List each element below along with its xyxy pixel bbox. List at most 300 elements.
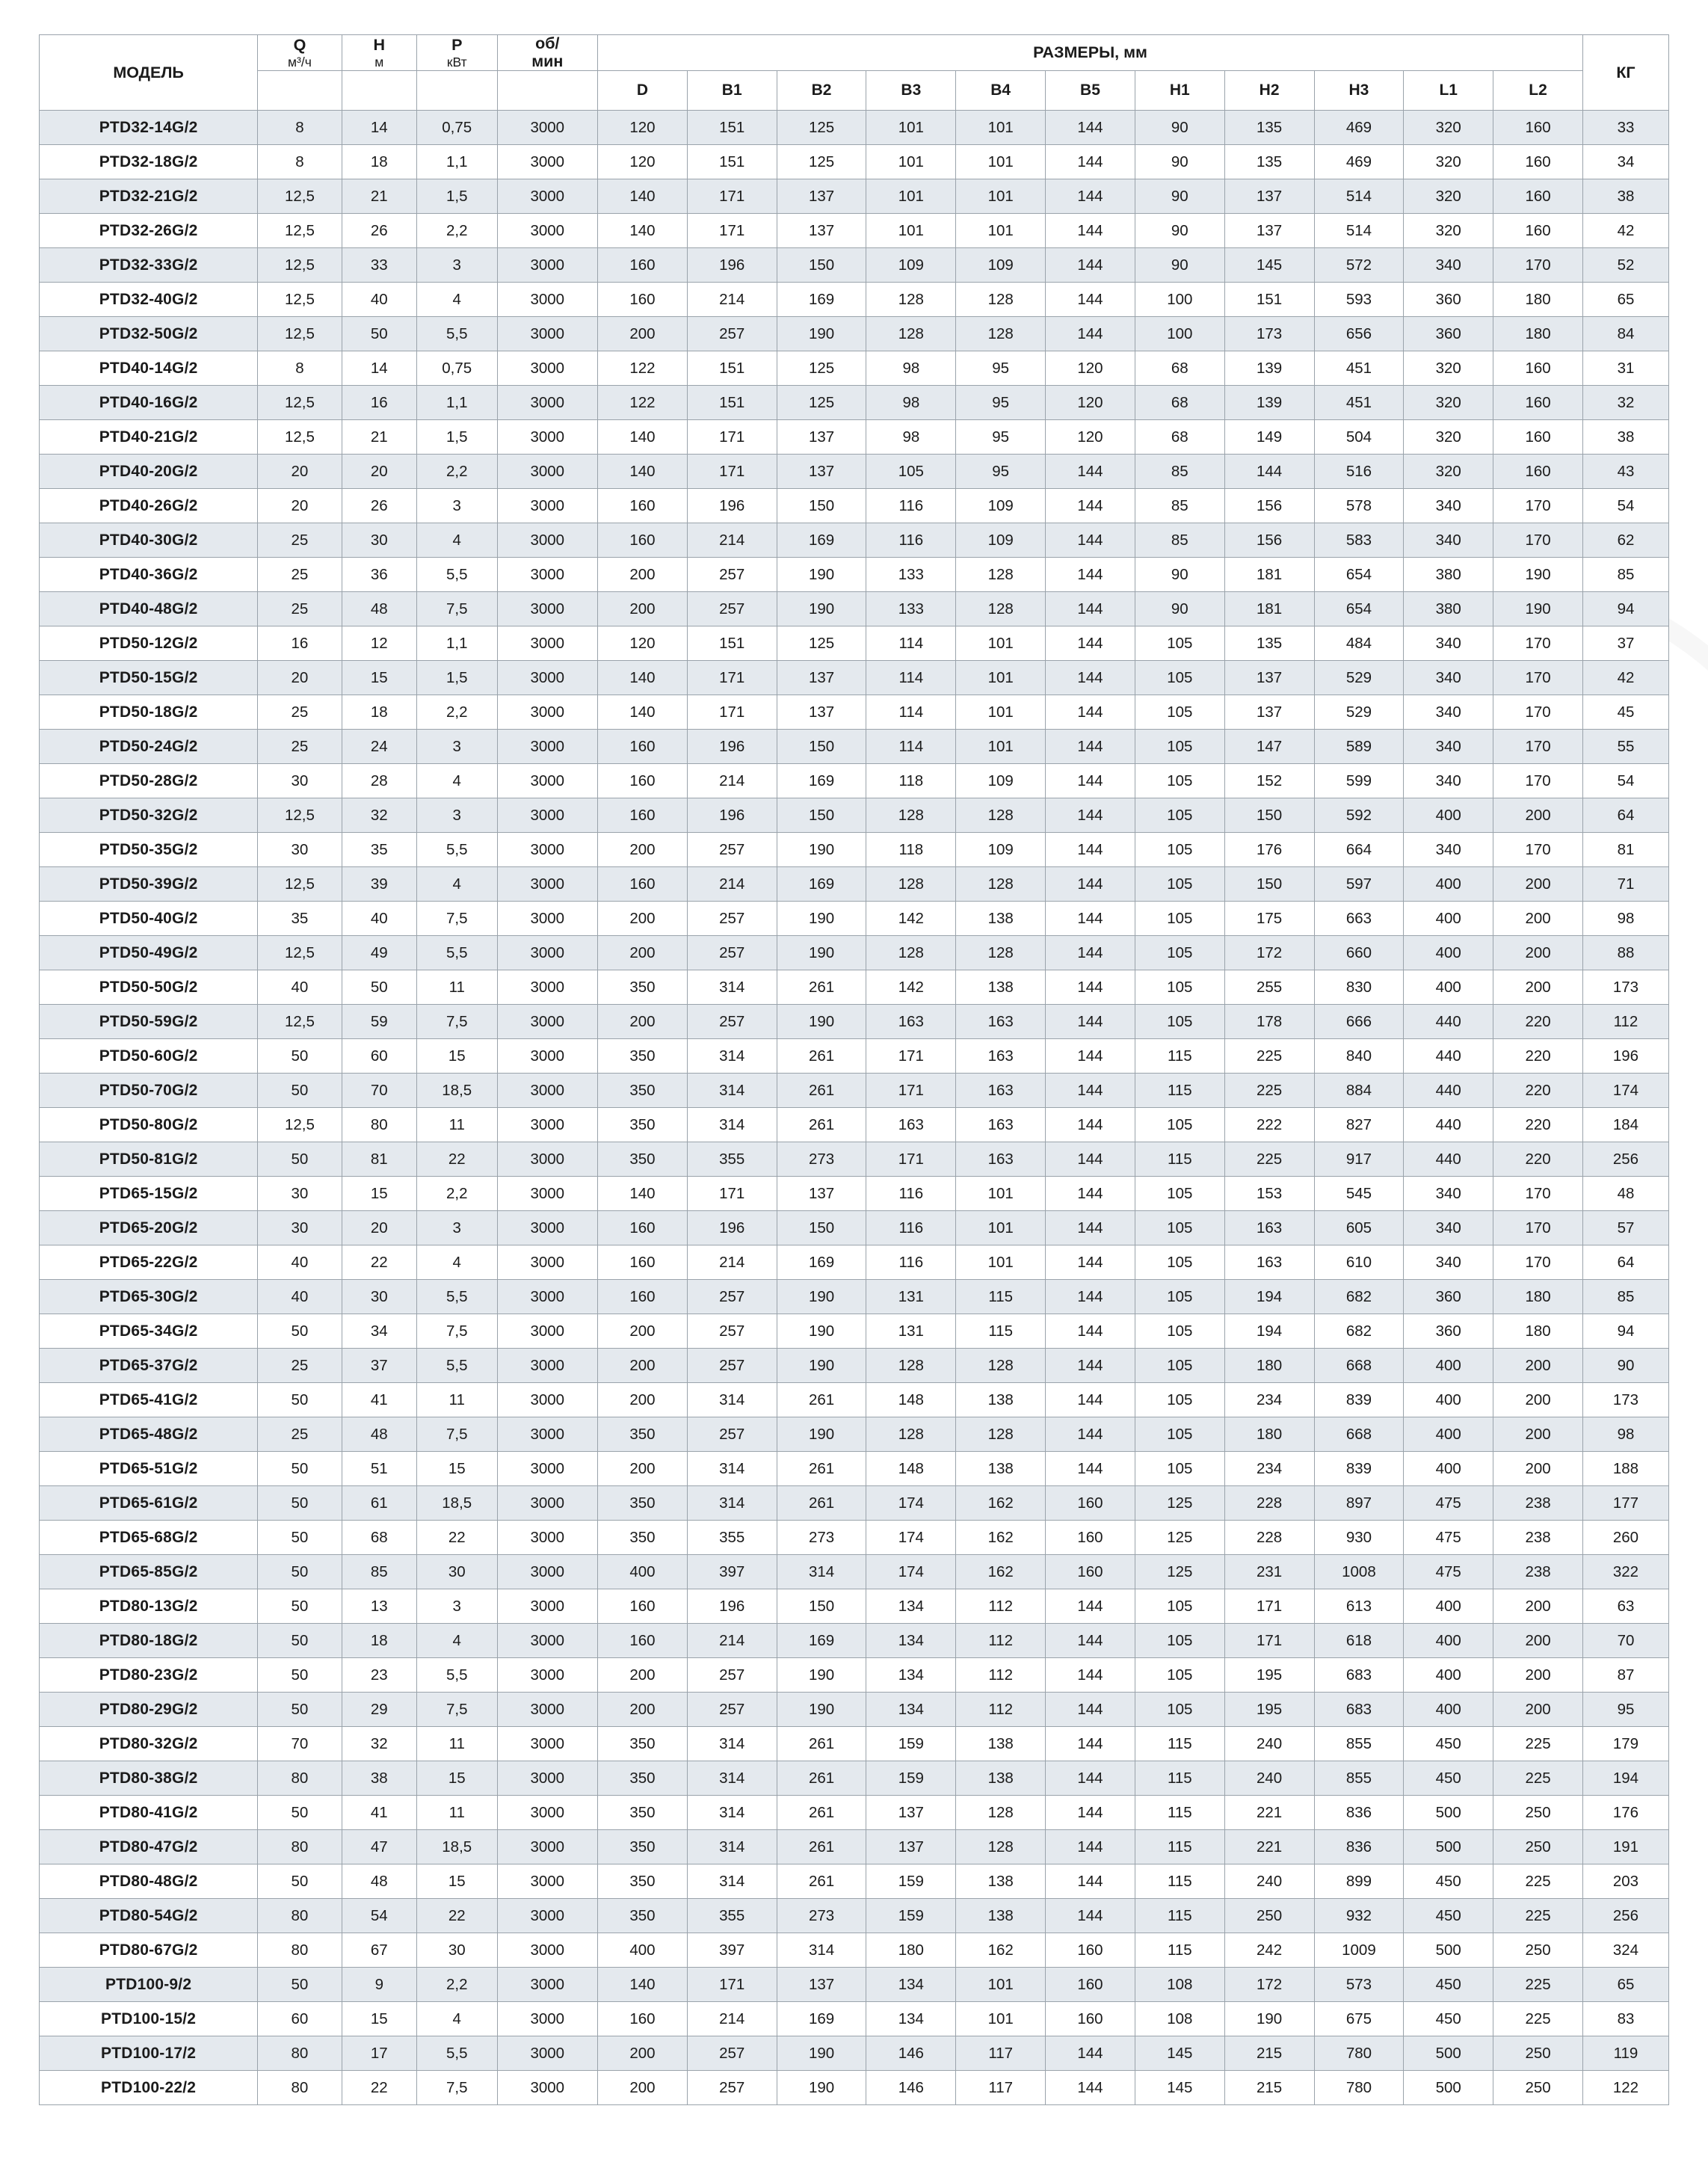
cell-d: 200 xyxy=(598,1349,688,1383)
cell-kg: 34 xyxy=(1582,145,1668,179)
cell-p: 11 xyxy=(416,1727,497,1761)
cell-d: 350 xyxy=(598,1796,688,1830)
cell-q: 80 xyxy=(258,1830,342,1864)
cell-kg: 177 xyxy=(1582,1486,1668,1521)
cell-b5: 144 xyxy=(1046,1005,1135,1039)
cell-d: 140 xyxy=(598,695,688,730)
cell-rpm: 3000 xyxy=(497,1761,597,1796)
cell-h2: 153 xyxy=(1224,1177,1314,1211)
table-row xyxy=(40,764,1669,798)
cell-h1: 115 xyxy=(1135,1074,1224,1108)
cell-b4: 163 xyxy=(956,1142,1046,1177)
cell-b1: 257 xyxy=(687,2071,777,2105)
cell-h3: 592 xyxy=(1314,798,1404,833)
cell-rpm: 3000 xyxy=(497,902,597,936)
cell-rpm: 3000 xyxy=(497,1074,597,1108)
header-dim-b4: B4 xyxy=(956,71,1046,111)
cell-b2: 150 xyxy=(777,730,866,764)
cell-b2: 137 xyxy=(777,179,866,214)
cell-l2: 170 xyxy=(1493,523,1583,558)
cell-b4: 128 xyxy=(956,283,1046,317)
cell-b1: 171 xyxy=(687,661,777,695)
cell-model: PTD50-35G/2 xyxy=(40,833,258,867)
cell-l1: 400 xyxy=(1404,1589,1493,1624)
cell-model: PTD100-17/2 xyxy=(40,2036,258,2071)
cell-q: 50 xyxy=(258,1968,342,2002)
cell-h2: 180 xyxy=(1224,1417,1314,1452)
table-body xyxy=(40,111,1669,2105)
cell-h3: 666 xyxy=(1314,1005,1404,1039)
cell-b2: 190 xyxy=(777,1349,866,1383)
cell-kg: 196 xyxy=(1582,1039,1668,1074)
cell-b1: 196 xyxy=(687,730,777,764)
cell-kg: 64 xyxy=(1582,798,1668,833)
cell-b5: 144 xyxy=(1046,1864,1135,1899)
cell-b4: 95 xyxy=(956,351,1046,386)
cell-b2: 190 xyxy=(777,833,866,867)
cell-l2: 170 xyxy=(1493,661,1583,695)
cell-h1: 115 xyxy=(1135,1830,1224,1864)
cell-rpm: 3000 xyxy=(497,1177,597,1211)
cell-h: 38 xyxy=(342,1761,416,1796)
cell-b5: 144 xyxy=(1046,1074,1135,1108)
cell-d: 160 xyxy=(598,523,688,558)
cell-b1: 257 xyxy=(687,1314,777,1349)
cell-h: 59 xyxy=(342,1005,416,1039)
cell-model: PTD40-48G/2 xyxy=(40,592,258,626)
cell-b3: 171 xyxy=(866,1142,956,1177)
cell-q: 12,5 xyxy=(258,936,342,970)
cell-b5: 160 xyxy=(1046,1968,1135,2002)
cell-h: 34 xyxy=(342,1314,416,1349)
cell-l2: 225 xyxy=(1493,1727,1583,1761)
cell-b4: 138 xyxy=(956,1899,1046,1933)
cell-l2: 170 xyxy=(1493,626,1583,661)
cell-q: 8 xyxy=(258,111,342,145)
cell-b5: 160 xyxy=(1046,1555,1135,1589)
cell-h1: 145 xyxy=(1135,2036,1224,2071)
cell-kg: 45 xyxy=(1582,695,1668,730)
cell-h2: 135 xyxy=(1224,111,1314,145)
cell-l2: 200 xyxy=(1493,902,1583,936)
cell-h: 23 xyxy=(342,1658,416,1693)
cell-b4: 101 xyxy=(956,730,1046,764)
cell-model: PTD50-24G/2 xyxy=(40,730,258,764)
cell-rpm: 3000 xyxy=(497,558,597,592)
cell-p: 4 xyxy=(416,764,497,798)
cell-l2: 170 xyxy=(1493,764,1583,798)
table-row xyxy=(40,1383,1669,1417)
cell-q: 50 xyxy=(258,1796,342,1830)
cell-rpm: 3000 xyxy=(497,1589,597,1624)
cell-h1: 105 xyxy=(1135,1383,1224,1417)
cell-h: 12 xyxy=(342,626,416,661)
cell-h1: 115 xyxy=(1135,1727,1224,1761)
cell-b3: 159 xyxy=(866,1864,956,1899)
header-q-symbol: Q xyxy=(293,36,306,55)
cell-d: 160 xyxy=(598,248,688,283)
cell-model: PTD40-16G/2 xyxy=(40,386,258,420)
cell-h: 33 xyxy=(342,248,416,283)
cell-l1: 400 xyxy=(1404,867,1493,902)
cell-l1: 475 xyxy=(1404,1555,1493,1589)
cell-h3: 780 xyxy=(1314,2071,1404,2105)
cell-kg: 42 xyxy=(1582,214,1668,248)
cell-h2: 145 xyxy=(1224,248,1314,283)
cell-d: 120 xyxy=(598,145,688,179)
cell-rpm: 3000 xyxy=(497,145,597,179)
cell-h: 16 xyxy=(342,386,416,420)
cell-b3: 109 xyxy=(866,248,956,283)
cell-b2: 190 xyxy=(777,1280,866,1314)
table-row xyxy=(40,1624,1669,1658)
cell-l2: 220 xyxy=(1493,1108,1583,1142)
cell-h2: 215 xyxy=(1224,2036,1314,2071)
cell-b5: 144 xyxy=(1046,1417,1135,1452)
header-dim-d: D xyxy=(598,71,688,111)
cell-h: 14 xyxy=(342,111,416,145)
cell-l1: 320 xyxy=(1404,145,1493,179)
cell-p: 1,5 xyxy=(416,661,497,695)
cell-h: 70 xyxy=(342,1074,416,1108)
cell-h2: 176 xyxy=(1224,833,1314,867)
cell-b5: 144 xyxy=(1046,317,1135,351)
cell-b4: 128 xyxy=(956,1349,1046,1383)
cell-b4: 117 xyxy=(956,2071,1046,2105)
cell-l1: 400 xyxy=(1404,1417,1493,1452)
cell-b5: 144 xyxy=(1046,489,1135,523)
table-row xyxy=(40,902,1669,936)
cell-p: 15 xyxy=(416,1039,497,1074)
cell-h2: 181 xyxy=(1224,558,1314,592)
cell-b4: 138 xyxy=(956,1452,1046,1486)
header-rpm-sub xyxy=(497,71,597,111)
header-p-sub xyxy=(416,71,497,111)
cell-h3: 932 xyxy=(1314,1899,1404,1933)
cell-p: 5,5 xyxy=(416,317,497,351)
cell-h2: 180 xyxy=(1224,1349,1314,1383)
cell-model: PTD50-60G/2 xyxy=(40,1039,258,1074)
cell-l2: 190 xyxy=(1493,592,1583,626)
cell-l1: 500 xyxy=(1404,2036,1493,2071)
cell-b3: 174 xyxy=(866,1521,956,1555)
table-row xyxy=(40,1521,1669,1555)
cell-kg: 38 xyxy=(1582,420,1668,455)
cell-b5: 120 xyxy=(1046,420,1135,455)
cell-l1: 400 xyxy=(1404,936,1493,970)
cell-p: 15 xyxy=(416,1452,497,1486)
cell-b1: 214 xyxy=(687,2002,777,2036)
header-p xyxy=(416,35,497,71)
cell-q: 50 xyxy=(258,1658,342,1693)
cell-d: 160 xyxy=(598,867,688,902)
table-row xyxy=(40,1452,1669,1486)
cell-q: 50 xyxy=(258,1693,342,1727)
cell-b4: 115 xyxy=(956,1314,1046,1349)
cell-l2: 225 xyxy=(1493,1761,1583,1796)
cell-b3: 98 xyxy=(866,386,956,420)
cell-h2: 225 xyxy=(1224,1142,1314,1177)
table-row xyxy=(40,1349,1669,1383)
cell-h1: 90 xyxy=(1135,214,1224,248)
cell-d: 350 xyxy=(598,1830,688,1864)
cell-b3: 116 xyxy=(866,489,956,523)
table-row xyxy=(40,1830,1669,1864)
cell-kg: 98 xyxy=(1582,1417,1668,1452)
cell-h2: 225 xyxy=(1224,1039,1314,1074)
cell-p: 5,5 xyxy=(416,1658,497,1693)
cell-h1: 115 xyxy=(1135,1761,1224,1796)
cell-p: 0,75 xyxy=(416,351,497,386)
cell-h3: 1008 xyxy=(1314,1555,1404,1589)
cell-h1: 125 xyxy=(1135,1555,1224,1589)
cell-b5: 144 xyxy=(1046,592,1135,626)
cell-l1: 500 xyxy=(1404,1830,1493,1864)
cell-l2: 200 xyxy=(1493,1589,1583,1624)
cell-h: 32 xyxy=(342,1727,416,1761)
cell-l2: 200 xyxy=(1493,1452,1583,1486)
cell-kg: 85 xyxy=(1582,558,1668,592)
cell-q: 40 xyxy=(258,970,342,1005)
cell-b2: 190 xyxy=(777,2071,866,2105)
cell-b3: 101 xyxy=(866,111,956,145)
cell-p: 2,2 xyxy=(416,214,497,248)
cell-h1: 105 xyxy=(1135,1280,1224,1314)
cell-h1: 108 xyxy=(1135,1968,1224,2002)
cell-h: 40 xyxy=(342,902,416,936)
cell-b4: 138 xyxy=(956,970,1046,1005)
cell-h: 50 xyxy=(342,970,416,1005)
cell-l1: 500 xyxy=(1404,1933,1493,1968)
cell-b5: 144 xyxy=(1046,248,1135,283)
cell-model: PTD65-48G/2 xyxy=(40,1417,258,1452)
cell-l2: 200 xyxy=(1493,1658,1583,1693)
cell-h2: 137 xyxy=(1224,661,1314,695)
cell-q: 12,5 xyxy=(258,420,342,455)
cell-h2: 139 xyxy=(1224,386,1314,420)
cell-l2: 170 xyxy=(1493,695,1583,730)
cell-b3: 171 xyxy=(866,1039,956,1074)
cell-p: 1,1 xyxy=(416,386,497,420)
cell-d: 200 xyxy=(598,592,688,626)
cell-rpm: 3000 xyxy=(497,386,597,420)
cell-h: 41 xyxy=(342,1796,416,1830)
cell-b1: 196 xyxy=(687,798,777,833)
cell-b1: 196 xyxy=(687,1211,777,1245)
cell-rpm: 3000 xyxy=(497,970,597,1005)
cell-l2: 238 xyxy=(1493,1555,1583,1589)
cell-b1: 214 xyxy=(687,764,777,798)
table-row xyxy=(40,386,1669,420)
cell-h1: 105 xyxy=(1135,798,1224,833)
cell-model: PTD100-9/2 xyxy=(40,1968,258,2002)
cell-p: 3 xyxy=(416,1589,497,1624)
cell-b1: 397 xyxy=(687,1933,777,1968)
header-rpm-line2: мин xyxy=(531,52,564,70)
table-row xyxy=(40,1245,1669,1280)
cell-rpm: 3000 xyxy=(497,1280,597,1314)
header-dim-h3: H3 xyxy=(1314,71,1404,111)
cell-b3: 134 xyxy=(866,1589,956,1624)
cell-kg: 324 xyxy=(1582,1933,1668,1968)
cell-rpm: 3000 xyxy=(497,833,597,867)
cell-b1: 355 xyxy=(687,1142,777,1177)
cell-d: 140 xyxy=(598,179,688,214)
cell-rpm: 3000 xyxy=(497,1349,597,1383)
cell-d: 160 xyxy=(598,730,688,764)
cell-kg: 42 xyxy=(1582,661,1668,695)
cell-b5: 144 xyxy=(1046,867,1135,902)
cell-rpm: 3000 xyxy=(497,695,597,730)
table-row xyxy=(40,1589,1669,1624)
cell-l1: 340 xyxy=(1404,695,1493,730)
cell-l1: 400 xyxy=(1404,798,1493,833)
cell-d: 200 xyxy=(598,558,688,592)
cell-h1: 105 xyxy=(1135,1108,1224,1142)
cell-b5: 144 xyxy=(1046,730,1135,764)
cell-h1: 68 xyxy=(1135,420,1224,455)
cell-b2: 261 xyxy=(777,1727,866,1761)
cell-model: PTD32-21G/2 xyxy=(40,179,258,214)
cell-q: 25 xyxy=(258,558,342,592)
cell-l1: 400 xyxy=(1404,1349,1493,1383)
cell-b4: 162 xyxy=(956,1521,1046,1555)
table-row xyxy=(40,1280,1669,1314)
cell-h1: 68 xyxy=(1135,351,1224,386)
cell-h3: 613 xyxy=(1314,1589,1404,1624)
cell-h1: 105 xyxy=(1135,1177,1224,1211)
cell-b5: 144 xyxy=(1046,1314,1135,1349)
cell-b3: 116 xyxy=(866,523,956,558)
cell-b3: 128 xyxy=(866,283,956,317)
cell-h1: 105 xyxy=(1135,1005,1224,1039)
cell-h2: 190 xyxy=(1224,2002,1314,2036)
cell-q: 12,5 xyxy=(258,798,342,833)
cell-h: 21 xyxy=(342,420,416,455)
cell-b3: 146 xyxy=(866,2036,956,2071)
cell-b3: 174 xyxy=(866,1555,956,1589)
cell-l2: 250 xyxy=(1493,1933,1583,1968)
cell-h3: 610 xyxy=(1314,1245,1404,1280)
cell-b3: 134 xyxy=(866,1693,956,1727)
table-row xyxy=(40,214,1669,248)
cell-h1: 105 xyxy=(1135,1658,1224,1693)
cell-b5: 144 xyxy=(1046,1452,1135,1486)
cell-model: PTD40-36G/2 xyxy=(40,558,258,592)
cell-l2: 200 xyxy=(1493,1349,1583,1383)
cell-h2: 228 xyxy=(1224,1521,1314,1555)
cell-b4: 109 xyxy=(956,489,1046,523)
cell-b3: 105 xyxy=(866,455,956,489)
cell-l1: 400 xyxy=(1404,970,1493,1005)
cell-h: 18 xyxy=(342,1624,416,1658)
cell-b3: 133 xyxy=(866,558,956,592)
cell-d: 160 xyxy=(598,489,688,523)
cell-b1: 171 xyxy=(687,1177,777,1211)
cell-p: 3 xyxy=(416,798,497,833)
cell-kg: 62 xyxy=(1582,523,1668,558)
cell-q: 20 xyxy=(258,661,342,695)
cell-l1: 500 xyxy=(1404,2071,1493,2105)
table-row xyxy=(40,111,1669,145)
table-row xyxy=(40,867,1669,902)
cell-p: 7,5 xyxy=(416,1005,497,1039)
cell-h1: 105 xyxy=(1135,902,1224,936)
cell-h2: 195 xyxy=(1224,1658,1314,1693)
cell-h: 22 xyxy=(342,2071,416,2105)
cell-h1: 105 xyxy=(1135,1349,1224,1383)
cell-q: 50 xyxy=(258,1142,342,1177)
cell-h: 47 xyxy=(342,1830,416,1864)
cell-b4: 128 xyxy=(956,592,1046,626)
cell-rpm: 3000 xyxy=(497,179,597,214)
cell-b2: 261 xyxy=(777,1452,866,1486)
cell-model: PTD50-18G/2 xyxy=(40,695,258,730)
cell-l2: 200 xyxy=(1493,867,1583,902)
cell-b2: 125 xyxy=(777,351,866,386)
cell-h2: 137 xyxy=(1224,695,1314,730)
cell-l1: 320 xyxy=(1404,179,1493,214)
cell-b1: 314 xyxy=(687,1039,777,1074)
cell-b4: 138 xyxy=(956,1864,1046,1899)
table-row xyxy=(40,1074,1669,1108)
cell-b2: 261 xyxy=(777,1864,866,1899)
cell-b5: 160 xyxy=(1046,1933,1135,1968)
cell-h3: 618 xyxy=(1314,1624,1404,1658)
cell-b2: 261 xyxy=(777,1830,866,1864)
cell-b1: 314 xyxy=(687,1864,777,1899)
cell-l1: 450 xyxy=(1404,1864,1493,1899)
cell-h2: 152 xyxy=(1224,764,1314,798)
cell-h1: 105 xyxy=(1135,695,1224,730)
cell-h1: 105 xyxy=(1135,936,1224,970)
cell-b4: 128 xyxy=(956,798,1046,833)
cell-h: 40 xyxy=(342,283,416,317)
cell-b1: 314 xyxy=(687,1761,777,1796)
cell-b1: 257 xyxy=(687,1280,777,1314)
cell-model: PTD80-13G/2 xyxy=(40,1589,258,1624)
cell-b4: 109 xyxy=(956,833,1046,867)
cell-model: PTD32-50G/2 xyxy=(40,317,258,351)
cell-h3: 917 xyxy=(1314,1142,1404,1177)
cell-b4: 163 xyxy=(956,1108,1046,1142)
cell-b2: 190 xyxy=(777,1693,866,1727)
cell-h: 26 xyxy=(342,214,416,248)
cell-l1: 360 xyxy=(1404,1280,1493,1314)
cell-q: 8 xyxy=(258,145,342,179)
cell-b1: 257 xyxy=(687,2036,777,2071)
cell-q: 50 xyxy=(258,1589,342,1624)
cell-p: 5,5 xyxy=(416,558,497,592)
cell-b3: 114 xyxy=(866,730,956,764)
cell-model: PTD32-18G/2 xyxy=(40,145,258,179)
cell-h3: 855 xyxy=(1314,1727,1404,1761)
cell-b5: 160 xyxy=(1046,2002,1135,2036)
cell-kg: 173 xyxy=(1582,1383,1668,1417)
cell-l2: 170 xyxy=(1493,489,1583,523)
cell-b1: 257 xyxy=(687,1658,777,1693)
cell-p: 4 xyxy=(416,1245,497,1280)
table-row xyxy=(40,2036,1669,2071)
cell-d: 140 xyxy=(598,214,688,248)
cell-l1: 340 xyxy=(1404,833,1493,867)
header-h-symbol: H xyxy=(373,36,386,55)
cell-rpm: 3000 xyxy=(497,2002,597,2036)
cell-l2: 220 xyxy=(1493,1142,1583,1177)
cell-b5: 144 xyxy=(1046,111,1135,145)
cell-b2: 261 xyxy=(777,1761,866,1796)
cell-b2: 314 xyxy=(777,1555,866,1589)
